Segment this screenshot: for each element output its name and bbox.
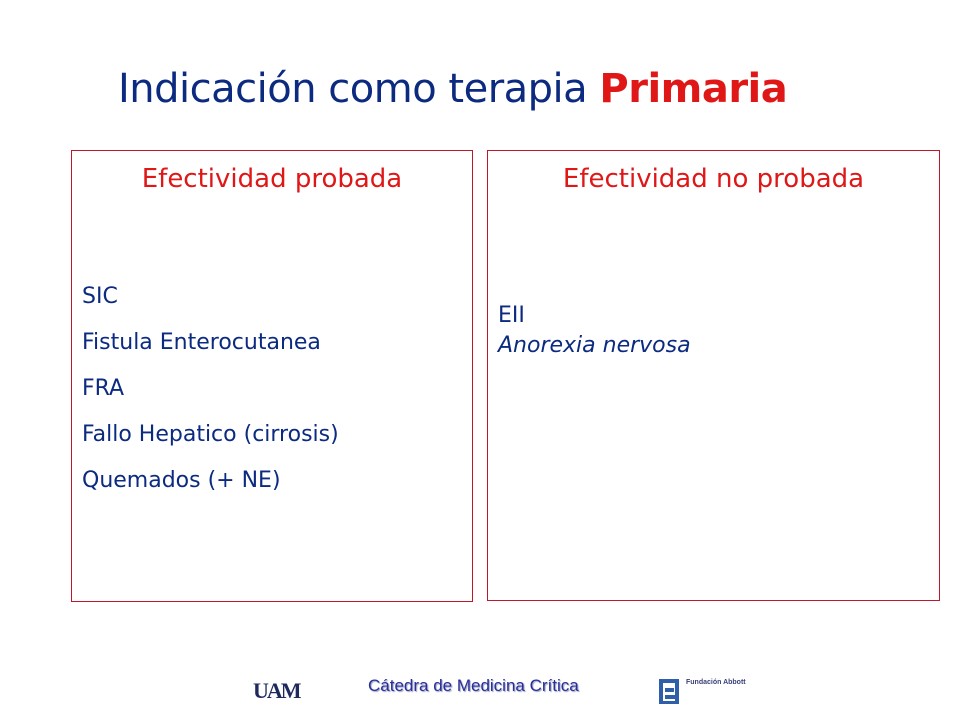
proven-effectiveness-heading: Efectividad probada [141,164,403,194]
slide-title-main: Indicación como terapia [118,66,600,112]
unproven-indications-list [498,301,691,361]
proven-indications-list [82,281,339,511]
uam-logo: UAM [253,678,300,703]
unproven-effectiveness-heading: Efectividad no probada [562,164,865,194]
list-item: FRA [82,376,125,401]
fundacion-abbott-logo [657,677,767,707]
list-item: Quemados (+ NE) [82,468,281,493]
list-item: Fistula Enterocutanea [82,330,321,355]
proven-effectiveness-box [71,150,473,602]
abbott-logo-text: Fundación Abbott [686,679,746,686]
slide-title [118,66,787,112]
list-item: Anorexia nervosa [498,333,691,358]
unproven-effectiveness-box [487,150,940,601]
list-item: EII [498,303,525,328]
list-item: SIC [82,284,118,309]
footer-caption: Cátedra de Medicina Crítica [368,676,579,695]
slide-title-accent: Primaria [599,66,788,112]
abbott-logo-icon [657,677,683,707]
list-item: Fallo Hepatico (cirrosis) [82,422,339,447]
